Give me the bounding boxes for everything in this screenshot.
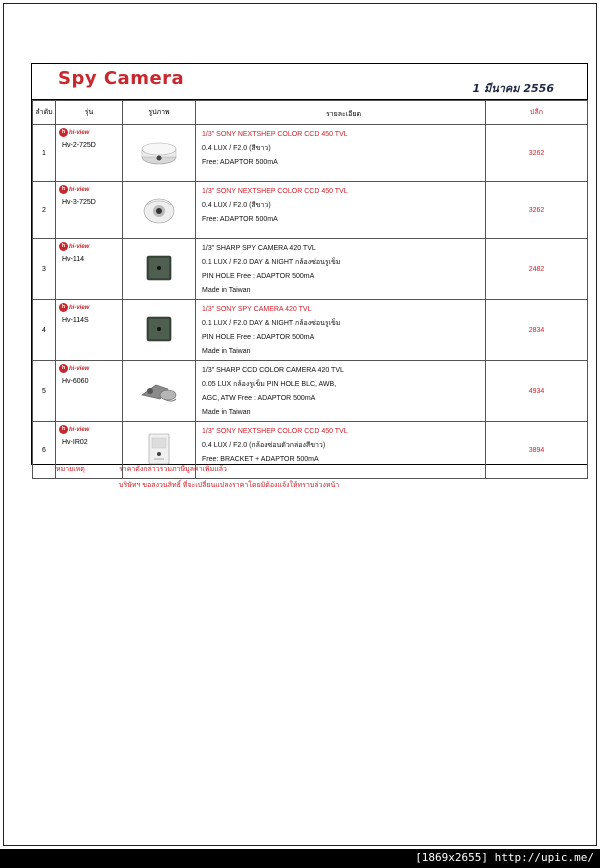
table-row <box>33 239 588 300</box>
date-label: 1 มีนาคม 2556 <box>472 82 554 95</box>
detail-line: Free: ADAPTOR 500mA <box>202 159 278 166</box>
camera-icon <box>139 137 179 169</box>
brand-mark-icon: h <box>59 185 68 194</box>
brand-mark-icon: h <box>59 364 68 373</box>
detail-line: 0.4 LUX / F2.0 (สีขาว) <box>202 145 271 152</box>
product-table <box>32 100 588 479</box>
brand-logo <box>59 303 122 312</box>
notes-label: หมายเหตุ <box>56 466 85 473</box>
brand-logo <box>59 364 122 373</box>
camera-icon <box>143 252 175 286</box>
detail-line: AGC, ATW Free : ADAPTOR 500mA <box>202 395 316 402</box>
brand-mark-icon: h <box>59 425 68 434</box>
camera-icon <box>141 193 177 227</box>
detail-cell <box>196 300 486 361</box>
detail-line: 1/3" SONY SPY CAMERA 420 TVL <box>202 306 312 313</box>
brand-name: hi-view <box>69 426 90 433</box>
model-name: Hv-114S <box>62 317 89 324</box>
detail-cell <box>196 182 486 239</box>
table-row <box>33 125 588 182</box>
camera-icon <box>138 373 180 409</box>
brand-name: hi-view <box>69 186 90 193</box>
detail-line: 1/3" SHARP CCD COLOR CAMERA 420 TVL <box>202 367 344 374</box>
brand-mark-icon: h <box>59 303 68 312</box>
detail-line: Free: BRACKET + ADAPTOR 500mA <box>202 456 319 463</box>
notes <box>119 464 339 496</box>
row-number: 2 <box>33 182 56 239</box>
brand-name: hi-view <box>69 365 90 372</box>
brand-logo <box>59 425 122 434</box>
model-cell <box>56 239 123 300</box>
price-cell: 2482 <box>486 239 588 300</box>
note-line: บริษัทฯ ขอสงวนสิทธิ์ ที่จะเปลี่ยนแปลงราคาโดยมิต้องแจ้งให้ทราบล่วงหน้า <box>119 482 340 489</box>
row-number: 4 <box>33 300 56 361</box>
detail-line: 1/3" SONY NEXTSHEP COLOR CCD 450 TVL <box>202 131 348 138</box>
brand-mark-icon: h <box>59 128 68 137</box>
row-number: 6 <box>33 422 56 479</box>
detail-line: Made in Taiwan <box>202 287 251 294</box>
model-name: Hv-6060 <box>62 378 89 385</box>
model-cell <box>56 125 123 182</box>
col-header-no: ลำดับ <box>33 101 56 125</box>
detail-line: Free: ADAPTOR 500mA <box>202 216 278 223</box>
detail-line: 0.1 LUX / F2.0 DAY & NIGHT กล้องซ่อนรูเข็ม <box>202 259 341 266</box>
brand-logo <box>59 185 122 194</box>
detail-line: Made in Taiwan <box>202 348 251 355</box>
page-title: Spy Camera <box>58 68 185 89</box>
detail-line: 1/3" SONY NEXTSHEP COLOR CCD 450 TVL <box>202 428 348 435</box>
table-row <box>33 182 588 239</box>
product-image <box>123 300 196 361</box>
row-number: 1 <box>33 125 56 182</box>
brand-name: hi-view <box>69 129 90 136</box>
detail-cell <box>196 361 486 422</box>
model-cell <box>56 182 123 239</box>
price-cell: 3262 <box>486 182 588 239</box>
row-number: 5 <box>33 361 56 422</box>
price-cell: 3894 <box>486 422 588 479</box>
detail-line: 1/3" SONY NEXTSHEP COLOR CCD 450 TVL <box>202 188 348 195</box>
col-header-price: ปลีก <box>486 101 588 125</box>
detail-line: 0.05 LUX กล้องรูเข็ม PIN HOLE BLC, AWB, <box>202 381 337 388</box>
detail-line: 1/3" SHARP SPY CAMERA 420 TVL <box>202 245 316 252</box>
detail-cell <box>196 125 486 182</box>
detail-line: 0.4 LUX / F2.0 (สีขาว) <box>202 202 271 209</box>
note-line: ราคาดังกล่าวรวมภาษีมูลค่าเพิ่มแล้ว <box>119 466 227 473</box>
detail-line: PIN HOLE Free : ADAPTOR 500mA <box>202 273 315 280</box>
product-image <box>123 182 196 239</box>
brand-name: hi-view <box>69 304 90 311</box>
model-name: Hv-2-725D <box>62 142 96 149</box>
price-cell: 4934 <box>486 361 588 422</box>
detail-cell <box>196 239 486 300</box>
brand-name: hi-view <box>69 243 90 250</box>
brand-logo <box>59 128 122 137</box>
product-image <box>123 125 196 182</box>
footer-bar <box>0 849 600 868</box>
model-name: Hv-114 <box>62 256 85 263</box>
table-row <box>33 361 588 422</box>
col-header-model: รุ่น <box>56 101 123 125</box>
brand-mark-icon: h <box>59 242 68 251</box>
detail-line: 0.1 LUX / F2.0 DAY & NIGHT กล้องซ่อนรูเข็ม <box>202 320 341 327</box>
price-cell: 3262 <box>486 125 588 182</box>
table-header-row <box>33 101 588 125</box>
detail-line: PIN HOLE Free : ADAPTOR 500mA <box>202 334 315 341</box>
page-border <box>3 3 597 846</box>
model-cell <box>56 300 123 361</box>
price-cell: 2834 <box>486 300 588 361</box>
detail-line: Made in Taiwan <box>202 409 251 416</box>
footer-watermark: [1869x2655] http://upic.me/ <box>415 851 594 864</box>
row-number: 3 <box>33 239 56 300</box>
col-header-image: รูปภาพ <box>123 101 196 125</box>
table-row <box>33 300 588 361</box>
brand-logo <box>59 242 122 251</box>
price-sheet <box>31 63 588 465</box>
camera-icon <box>146 432 172 468</box>
product-image <box>123 239 196 300</box>
product-image <box>123 361 196 422</box>
model-name: Hv-3-725D <box>62 199 96 206</box>
col-header-detail: รายละเอียด <box>196 101 486 125</box>
detail-line: 0.4 LUX / F2.0 (กล้องซ่อนตัวกล่องสีขาว) <box>202 442 326 449</box>
model-cell <box>56 361 123 422</box>
camera-icon <box>143 313 175 347</box>
model-name: Hv-IR02 <box>62 439 88 446</box>
